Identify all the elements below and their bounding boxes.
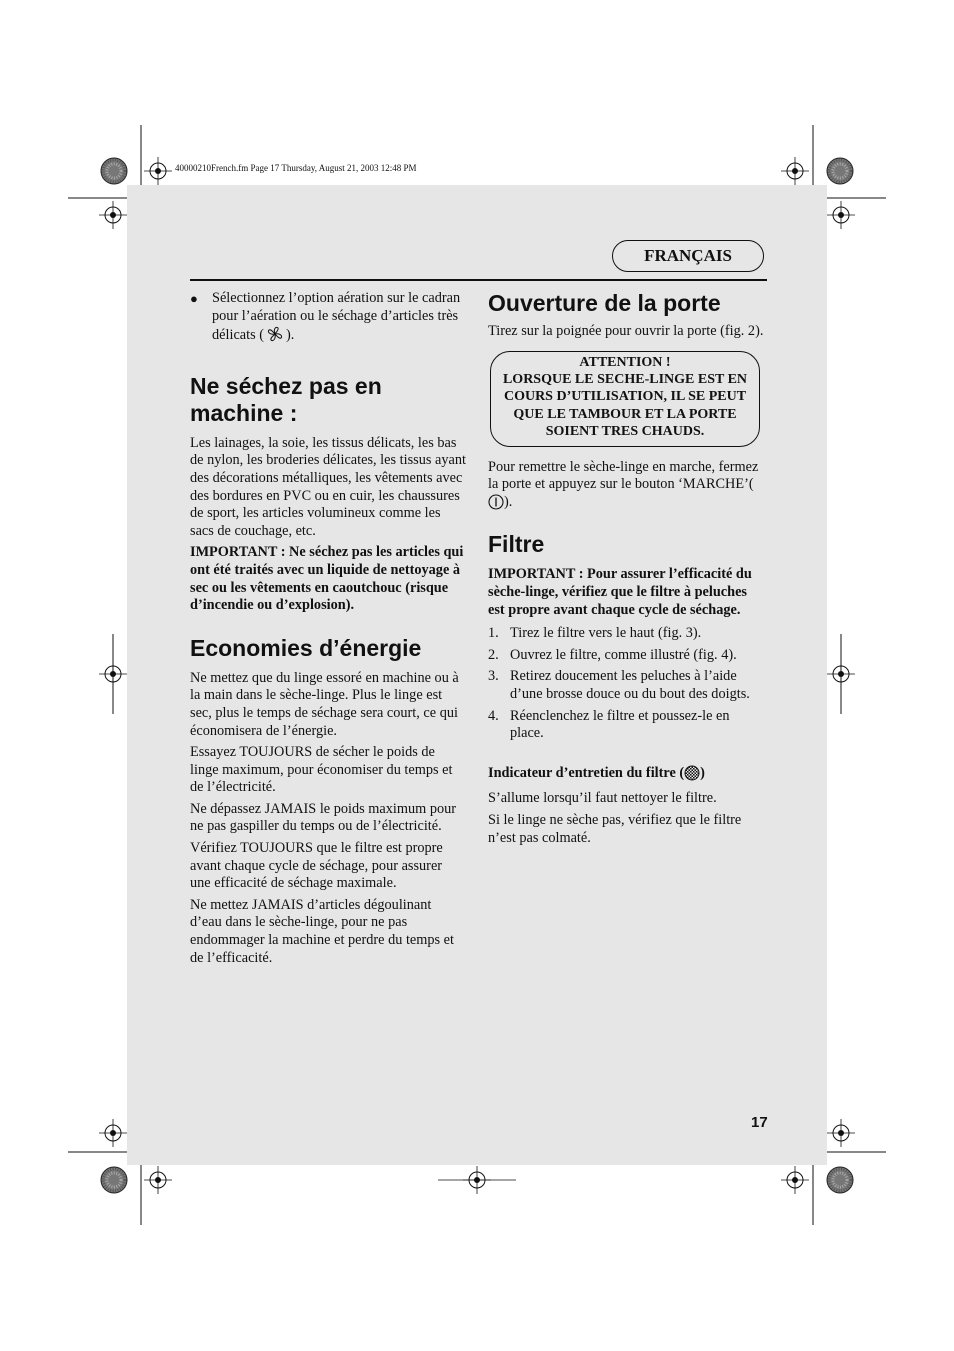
paragraph-no-dry: Les lainages, la soie, les tissus délicats, les bas de nylon, les broderies délicates, les tissus ayant des décorations métalliques, les vêtements avec des bordures en PVC ou en cuir, les chaussures de sport, les articles volumineux comme les sacs de couchage, etc. — [190, 434, 466, 539]
warning-title: ATTENTION ! — [579, 354, 671, 370]
paragraph-indicator-1: S’allume lorsqu’il faut nettoyer le filtre. — [488, 790, 717, 807]
paragraph-energy-1: Ne mettez que du linge essoré en machine ou à la main dans le sèche-linge. Plus le linge est sec, plus le temps de séchage sera court, ce qui économisera de l’énergie. — [190, 669, 459, 739]
color-wheel-icon — [827, 158, 853, 184]
bullet-end: ). — [286, 327, 295, 344]
restart-end: ). — [504, 493, 513, 510]
list-item: 2. Ouvrez le filtre, comme illustré (fig. 4). — [488, 646, 737, 663]
list-item: 3. Retirez doucement les peluches à l’aide d’une brosse douce ou du bout des doigts. — [488, 668, 750, 702]
heading-no-dry: Ne séchez pas en machine : — [190, 372, 382, 426]
indicator-heading: Indicateur d’entretien du filtre ( ) — [488, 765, 766, 787]
registration-mark-icon — [827, 201, 855, 229]
file-info: 40000210French.fm Page 17 Thursday, August 21, 2003 12:48 PM — [175, 163, 417, 173]
restart-text: Pour remettre le sèche-linge en marche, fermez la porte et appuyez sur le bouton ‘MARCHE’( — [488, 458, 759, 493]
registration-mark-icon — [827, 660, 855, 688]
paragraph-filter-important: IMPORTANT : Pour assurer l’efficacité du sèche-linge, vérifiez que le filtre à peluches est propre avant chaque cycle de séchage. — [488, 566, 752, 618]
registration-mark-icon — [781, 1166, 809, 1194]
bullet-text: Sélectionnez l’option aération sur le cadran pour l’aération ou le séchage d’articles très délicats ( — [212, 290, 461, 344]
list-item: 4. Réenclenchez le filtre et poussez-le en place. — [488, 707, 730, 742]
registration-mark-icon — [99, 1119, 127, 1147]
paragraph-energy-2: Essayez TOUJOURS de sécher le poids de linge maximum, pour économiser du temps et de l’électricité. — [190, 744, 453, 796]
paragraph-indicator-2: Si le linge ne sèche pas, vérifiez que le filtre n’est pas colmaté. — [488, 811, 742, 846]
registration-mark-icon — [144, 157, 172, 185]
color-wheel-icon — [101, 1167, 127, 1193]
registration-mark-icon — [99, 660, 127, 688]
paragraph-energy-3: Ne dépassez JAMAIS le poids maximum pour ne pas gaspiller du temps ou de l’électricité. — [190, 800, 457, 835]
bullet-icon: ● — [190, 291, 198, 306]
page-number: 17 — [751, 1114, 768, 1131]
paragraph-important: IMPORTANT : Ne séchez pas les articles qui ont été traités avec un liquide de nettoyage à sec ou les vêtements en caoutchouc (risque d’incendie ou d’explosion). — [190, 544, 464, 614]
registration-mark-icon — [827, 1119, 855, 1147]
heading-door: Ouverture de la porte — [488, 290, 721, 316]
warning-body: LORSQUE LE SECHE-LINGE EST EN COURS D’UTILISATION, IL SE PEUT QUE LE TAMBOUR ET LA PORTE SOIENT TRES CHAUDS. — [502, 372, 748, 440]
color-wheel-icon — [101, 158, 127, 184]
registration-mark-icon — [781, 157, 809, 185]
heading-energy: Economies d’énergie — [190, 634, 422, 661]
registration-mark-icon — [99, 201, 127, 229]
heading-filter: Filtre — [488, 531, 545, 558]
paragraph-energy-5: Ne mettez JAMAIS d’articles dégoulinant d’eau dans le sèche-linge, pour ne pas endommager la machine et perdre du temps et de l’efficacité. — [190, 896, 454, 966]
paragraph-door: Tirez sur la poignée pour ouvrir la porte (fig. 2). — [488, 323, 764, 339]
paragraph-energy-4: Vérifiez TOUJOURS que le filtre est propre avant chaque cycle de séchage, pour assurer une efficacité de séchage maximale. — [190, 840, 443, 892]
registration-mark-icon — [144, 1166, 172, 1194]
language-badge: FRANÇAIS — [612, 240, 764, 272]
list-item: 1. Tirez le filtre vers le haut (fig. 3). — [488, 625, 702, 642]
color-wheel-icon — [827, 1167, 853, 1193]
